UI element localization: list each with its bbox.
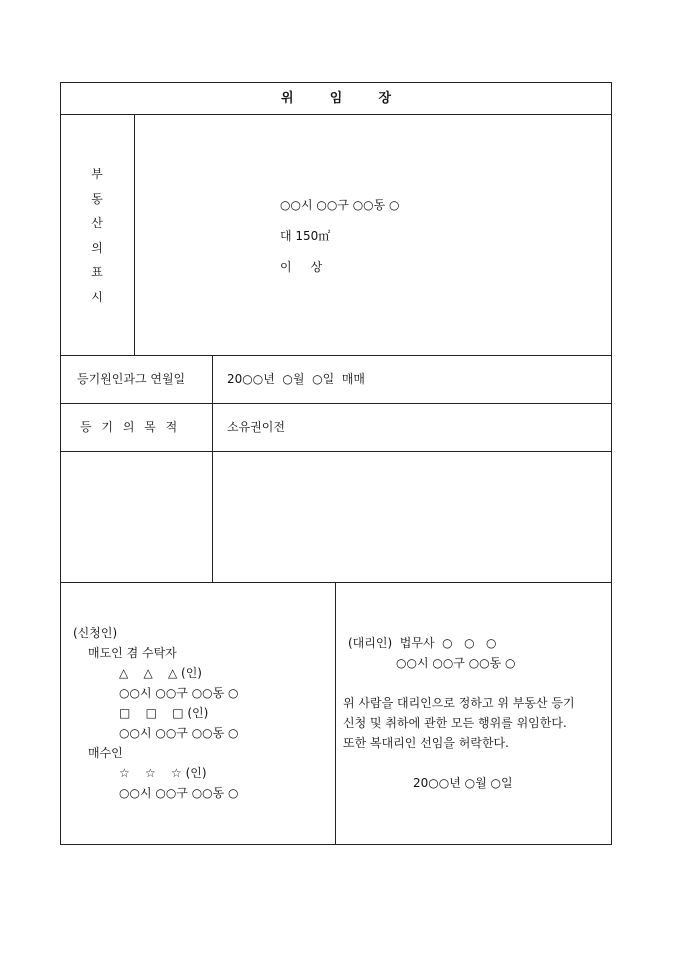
seller-name: △ △ △ (인) [119,666,202,680]
property-end: 이 상 [280,260,323,274]
property-label-char: 산 [91,216,103,230]
purpose-value: 소유권이전 [227,420,285,434]
property-label-char: 시 [91,289,103,304]
divider-signatures [335,582,336,845]
property-area: 대 150㎡ [280,229,331,243]
divider-label-column [212,355,213,582]
buyer-label: 매수인 [88,746,123,760]
buyer-address: ○○시 ○○구 ○○동 ○ [119,786,239,800]
property-label-char: 부 [91,167,103,181]
trustee-name: □ □ □ (인) [119,706,209,720]
property-address: ○○시 ○○구 ○○동 ○ [280,198,400,212]
property-label-char: 동 [91,191,103,206]
divider-cause [60,403,612,404]
divider-title [60,114,612,115]
divider-property-label [134,114,135,355]
agent-address: ○○시 ○○구 ○○동 ○ [396,656,516,670]
divider-property [60,355,612,356]
property-label-char: 표 [91,265,103,279]
agent-date: 20○○년 ○월 ○일 [413,776,513,790]
trustee-address: ○○시 ○○구 ○○동 ○ [119,726,239,740]
seller-label: 매도인 겸 수탁자 [88,646,177,660]
purpose-label: 등 기 의 목 적 [80,420,178,434]
divider-purpose [60,451,612,452]
seller-address: ○○시 ○○구 ○○동 ○ [119,686,239,700]
cause-label: 등기원인과그 연월일 [77,372,186,386]
property-label-char: 의 [91,240,103,255]
buyer-name: ☆ ☆ ☆ (인) [119,766,207,780]
applicant-heading: (신청인) [73,626,118,640]
page-title: 위 임 장 [280,91,392,106]
delegation-line-2: 신청 및 취하에 관한 모든 행위를 위임한다. [343,716,567,730]
property-label [85,162,109,309]
delegation-line-3: 또한 복대리인 선임을 허락한다. [343,736,509,750]
agent-heading: (대리인) 법무사 ○ ○ ○ [348,636,497,650]
cause-value: 20○○년 ○월 ○일 매매 [227,372,365,386]
delegation-line-1: 위 사람을 대리인으로 정하고 위 부동산 등기 [343,696,575,710]
divider-blank [60,582,612,583]
